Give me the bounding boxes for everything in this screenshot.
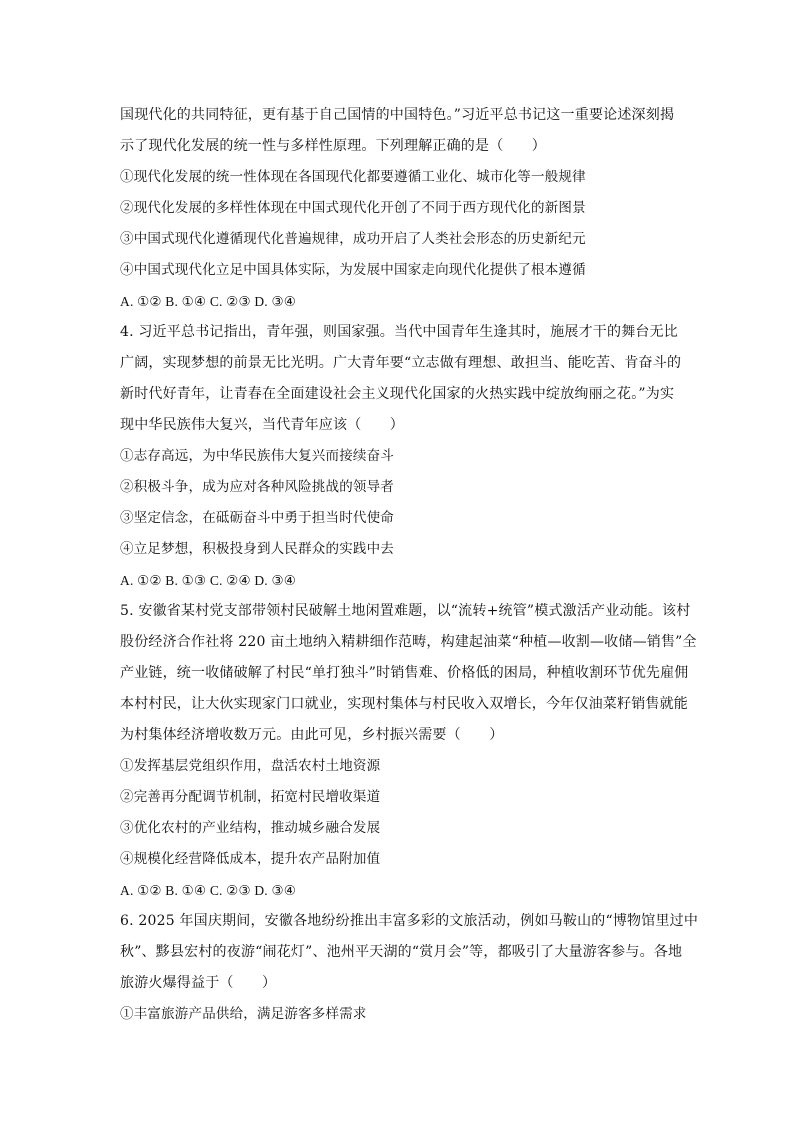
question-3-option-2: ②现代化发展的多样性体现在中国式现代化开创了不同于西方现代化的新图景 — [120, 200, 586, 216]
question-5-stem-line: 本村村民，让大伙实现家门口就业，实现村集体与村民收入双增长，今年仅油菜籽销售就能 — [120, 696, 688, 712]
question-3 — [120, 100, 680, 317]
question-5-option-3: ③优化农村的产业结构，推动城乡融合发展 — [120, 820, 381, 836]
question-5 — [120, 596, 697, 906]
question-5-option-4: ④规模化经营降低成本，提升农产品附加值 — [120, 851, 381, 867]
question-4-option-4: ④立足梦想，积极投身到人民群众的实践中去 — [120, 541, 394, 557]
question-5-stem-line: 为村集体经济增收数万元。由此可见，乡村振兴需要（ ） — [120, 727, 504, 743]
question-4-option-3: ③坚定信念，在砥砺奋斗中勇于担当时代使命 — [120, 510, 394, 526]
question-6-stem-line: 旅游火爆得益于（ ） — [120, 975, 277, 991]
question-6-option-1: ①丰富旅游产品供给，满足游客多样需求 — [120, 1006, 367, 1022]
question-6 — [120, 906, 699, 1030]
document-page — [120, 100, 699, 1030]
question-4-option-1: ①志存高远，为中华民族伟大复兴而接续奋斗 — [120, 448, 394, 464]
question-5-option-1: ①发挥基层党组织作用，盘活农村土地资源 — [120, 758, 381, 774]
question-3-option-4: ④中国式现代化立足中国具体实际，为发展中国家走向现代化提供了根本遵循 — [120, 262, 586, 278]
question-3-option-3: ③中国式现代化遵循现代化普遍规律，成功开启了人类社会形态的历史新纪元 — [120, 231, 586, 247]
question-4-stem-line: 广阔，实现梦想的前景无比光明。广大青年要“立志做有理想、敢担当、能吃苦、肯奋斗的 — [120, 355, 682, 371]
question-4-stem-line: 新时代好青年，让青春在全面建设社会主义现代化国家的火热实践中绽放绚丽之花。”为实 — [120, 386, 675, 402]
question-5-stem-line: 5. 安徽省某村党支部带领村民破解土地闲置难题，以“流转+统管”模式激活产业动能。该村 — [120, 603, 691, 619]
question-4-stem-line: 4. 习近平总书记指出，青年强，则国家强。当代中国青年生逢其时，施展才干的舞台无比 — [120, 324, 679, 340]
question-4-stem-line: 现中华民族伟大复兴，当代青年应该（ ） — [120, 417, 404, 433]
question-5-stem-line: 产业链，统一收储破解了村民“单打独斗”时销售难、价格低的困局，种植收割环节优先雇佣 — [120, 665, 689, 681]
question-3-stem-line: 示了现代化发展的统一性与多样性原理。下列理解正确的是（ ） — [120, 138, 546, 154]
question-5-stem-line: 股份经济合作社将 220 亩土地纳入精耕细作范畴，构建起油菜“种植—收割—收储—销售”全 — [120, 634, 697, 650]
question-5-answer-choices: A. ①② B. ①④ C. ②③ D. ③④ — [120, 883, 297, 898]
question-6-stem-line: 秋”、黟县宏村的夜游“闹花灯”、池州平天湖的“赏月会”等，都吸引了大量游客参与。各地 — [120, 944, 683, 960]
question-4-answer-choices: A. ①② B. ①③ C. ②④ D. ③④ — [120, 573, 297, 588]
question-3-option-1: ①现代化发展的统一性体现在各国现代化都要遵循工业化、城市化等一般规律 — [120, 169, 586, 185]
question-6-stem-line: 6. 2025 年国庆期间，安徽各地纷纷推出丰富多彩的文旅活动，例如马鞍山的“博物馆里过中 — [120, 913, 699, 929]
question-4 — [120, 317, 680, 596]
question-3-stem-line: 国现代化的共同特征，更有基于自己国情的中国特色。”习近平总书记这一重要论述深刻揭 — [120, 107, 675, 123]
question-5-option-2: ②完善再分配调节机制，拓宽村民增收渠道 — [120, 789, 381, 805]
question-3-answer-choices: A. ①② B. ①④ C. ②③ D. ③④ — [120, 294, 297, 309]
question-4-option-2: ②积极斗争，成为应对各种风险挑战的领导者 — [120, 479, 394, 495]
